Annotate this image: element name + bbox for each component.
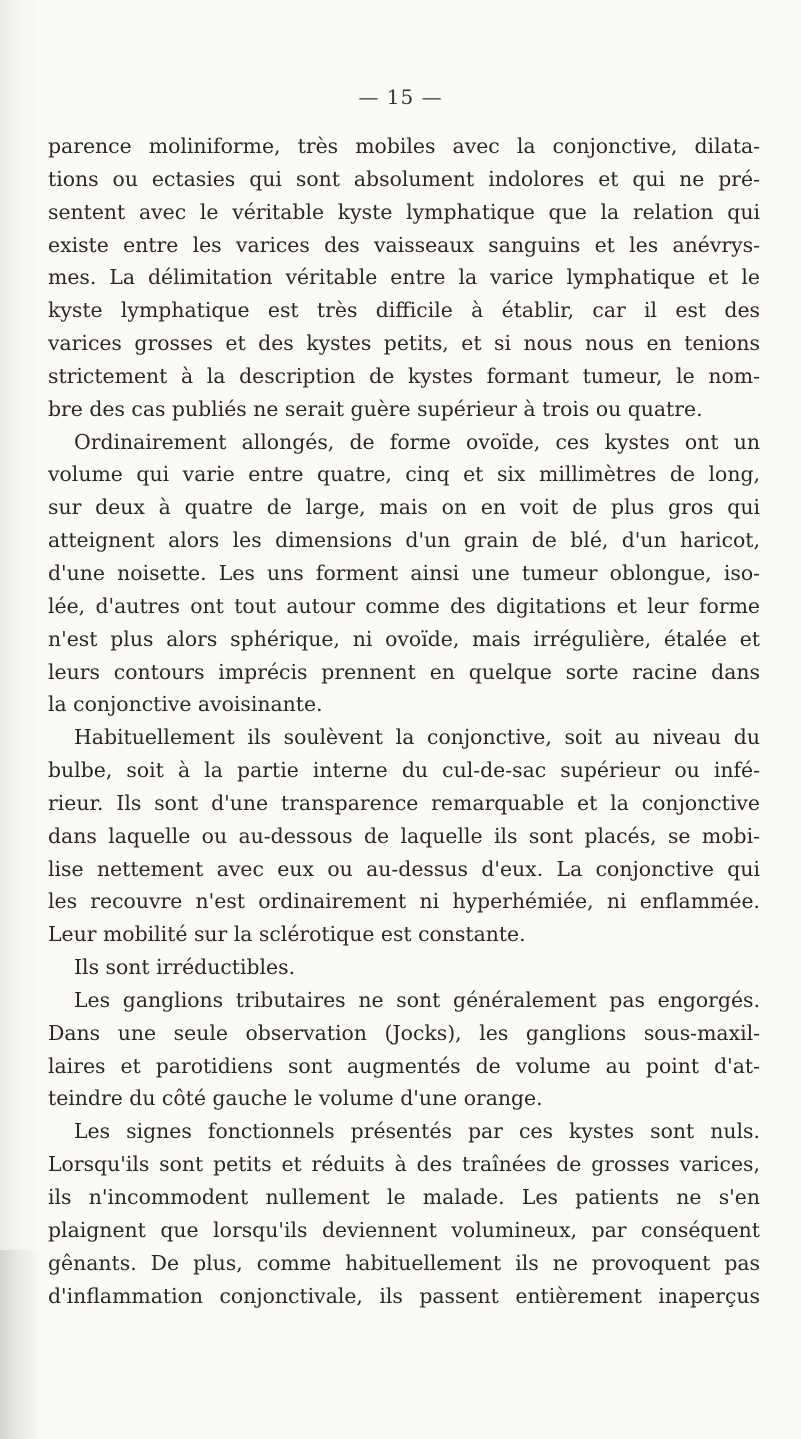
- text-line: mes. La délimitation véritable entre la varice lymphatique et le: [48, 265, 760, 290]
- text-line: laires et parotidiens sont augmentés de volume au point d'at-: [48, 1053, 760, 1078]
- text-line: sur deux à quatre de large, mais on en voit de plus gros qui: [48, 495, 760, 520]
- page-number: — 15 —: [358, 85, 443, 109]
- text-line: bre des cas publiés ne serait guère supérieur à trois ou quatre.: [48, 396, 703, 421]
- text-line: les recouvre n'est ordinairement ni hyperhémiée, ni enflammée.: [48, 889, 760, 914]
- text-line: bulbe, soit à la partie interne du cul-de-sac supérieur ou infé-: [48, 758, 760, 783]
- text-line: existe entre les varices des vaisseaux sanguins et les anévrys-: [48, 232, 760, 257]
- body-text: [48, 130, 760, 1312]
- text-line: Les ganglions tributaires ne sont généralement pas engorgés.: [74, 987, 760, 1012]
- text-line: volume qui varie entre quatre, cinq et six millimètres de long,: [48, 462, 760, 487]
- text-line: d'une noisette. Les uns forment ainsi une tumeur oblongue, iso-: [48, 560, 760, 585]
- text-line: la conjonctive avoisinante.: [48, 692, 323, 717]
- text-line: Leur mobilité sur la sclérotique est constante.: [48, 922, 526, 947]
- text-line: atteignent alors les dimensions d'un grain de blé, d'un haricot,: [48, 528, 760, 553]
- text-line: kyste lymphatique est très difficile à établir, car il est des: [48, 298, 760, 323]
- text-line: lée, d'autres ont tout autour comme des digitations et leur forme: [48, 593, 760, 618]
- text-line: Dans une seule observation (Jocks), les ganglions sous-maxil-: [48, 1020, 760, 1045]
- text-line: leurs contours imprécis prennent en quelque sorte racine dans: [48, 659, 760, 684]
- text-line: Habituellement ils soulèvent la conjonctive, soit au niveau du: [74, 725, 760, 750]
- text-line: parence moliniforme, très mobiles avec la conjonctive, dilata-: [48, 134, 760, 158]
- text-line: varices grosses et des kystes petits, et si nous nous en tenions: [48, 331, 760, 356]
- text-line: dans laquelle ou au-dessous de laquelle ils sont placés, se mobi-: [48, 823, 760, 848]
- text-line: plaignent que lorsqu'ils deviennent volumineux, par conséquent: [48, 1217, 760, 1242]
- text-line: Ils sont irréductibles.: [74, 955, 296, 980]
- text-line: sentent avec le véritable kyste lymphatique que la relation qui: [48, 199, 760, 224]
- text-line: Les signes fonctionnels présentés par ces kystes sont nuls.: [74, 1119, 760, 1144]
- text-line: rieur. Ils sont d'une transparence remarquable et la conjonctive: [48, 790, 760, 815]
- text-line: teindre du côté gauche le volume d'une orange.: [48, 1086, 543, 1111]
- text-line: tions ou ectasies qui sont absolument indolores et qui ne pré-: [48, 166, 760, 191]
- text-line: Lorsqu'ils sont petits et réduits à des traînées de grosses varices,: [48, 1152, 760, 1177]
- text-line: n'est plus alors sphérique, ni ovoïde, mais irrégulière, étalée et: [48, 626, 760, 651]
- text-line: lise nettement avec eux ou au-dessus d'eux. La conjonctive qui: [48, 856, 760, 881]
- binding-shadow: [0, 1250, 40, 1439]
- text-line: d'inflammation conjonctivale, ils passent entièrement inaperçus: [48, 1283, 760, 1308]
- text-line: ils n'incommodent nullement le malade. Les patients ne s'en: [48, 1185, 760, 1209]
- text-line: Ordinairement allongés, de forme ovoïde, ces kystes ont un: [74, 429, 760, 454]
- text-line: gênants. De plus, comme habituellement ils ne provoquent pas: [48, 1250, 760, 1275]
- text-line: strictement à la description de kystes formant tumeur, le nom-: [48, 363, 760, 388]
